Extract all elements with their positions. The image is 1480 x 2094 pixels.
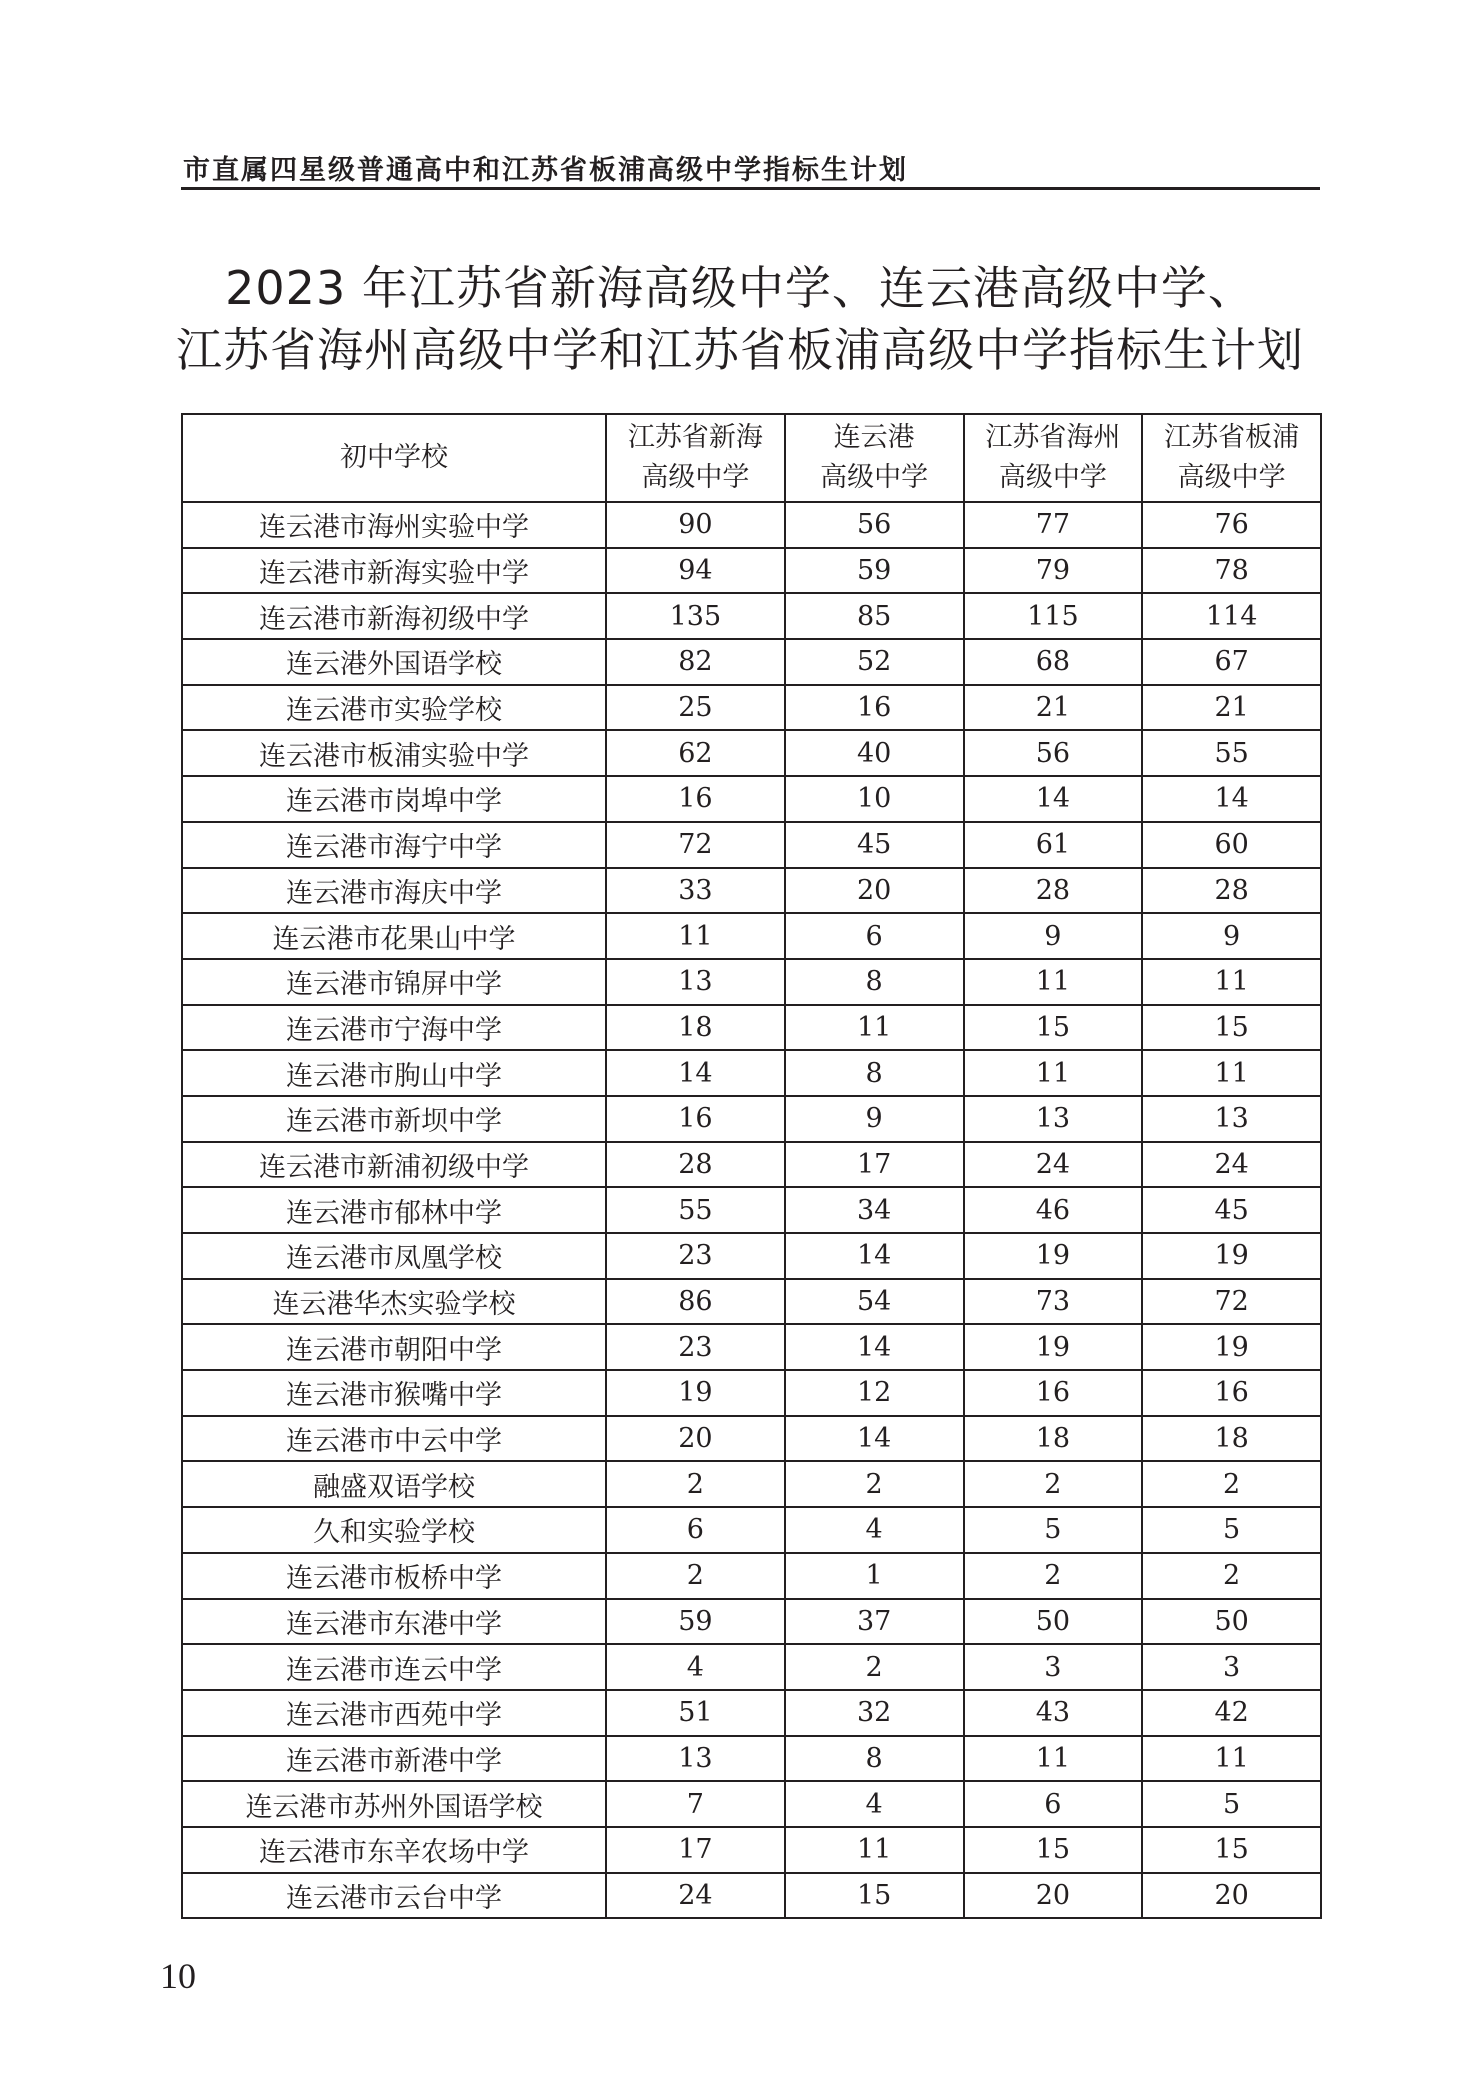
table-row <box>182 913 1321 959</box>
quota-cell: 21 <box>1142 685 1321 731</box>
column-header-line2: 高级中学 <box>998 462 1107 493</box>
quota-cell: 51 <box>606 1690 785 1736</box>
quota-cell: 1 <box>785 1553 964 1599</box>
quota-cell: 2 <box>964 1461 1143 1507</box>
school-name-cell: 连云港市连云中学 <box>182 1644 606 1690</box>
school-name-cell: 连云港市朝阳中学 <box>182 1324 606 1370</box>
quota-cell: 86 <box>606 1279 785 1325</box>
quota-cell: 19 <box>1142 1324 1321 1370</box>
quota-cell: 85 <box>785 593 964 639</box>
quota-cell: 19 <box>964 1233 1143 1279</box>
quota-cell: 11 <box>1142 959 1321 1005</box>
table-row <box>182 1553 1321 1599</box>
quota-cell: 13 <box>964 1096 1143 1142</box>
quota-cell: 2 <box>1142 1461 1321 1507</box>
table-row <box>182 502 1321 548</box>
quota-cell: 28 <box>1142 868 1321 914</box>
column-header <box>606 414 785 502</box>
quota-cell: 13 <box>1142 1096 1321 1142</box>
quota-cell: 72 <box>1142 1279 1321 1325</box>
quota-cell: 115 <box>964 593 1143 639</box>
column-header-line1: 江苏省海州 <box>985 422 1121 453</box>
quota-cell: 13 <box>606 1736 785 1782</box>
page-number: 10 <box>160 1956 196 1996</box>
school-name-cell: 连云港市西苑中学 <box>182 1690 606 1736</box>
quota-cell: 16 <box>964 1370 1143 1416</box>
quota-cell: 55 <box>606 1187 785 1233</box>
quota-cell: 19 <box>964 1324 1143 1370</box>
school-name-cell: 连云港市新浦初级中学 <box>182 1142 606 1188</box>
school-name-cell: 连云港市海宁中学 <box>182 822 606 868</box>
quota-cell: 24 <box>964 1142 1143 1188</box>
quota-cell: 62 <box>606 730 785 776</box>
quota-cell: 72 <box>606 822 785 868</box>
quota-cell: 54 <box>785 1279 964 1325</box>
quota-cell: 2 <box>785 1644 964 1690</box>
quota-cell: 16 <box>606 776 785 822</box>
table-row <box>182 776 1321 822</box>
quota-cell: 9 <box>785 1096 964 1142</box>
school-name-cell: 连云港外国语学校 <box>182 639 606 685</box>
quota-cell: 5 <box>1142 1781 1321 1827</box>
school-name-cell: 连云港市东港中学 <box>182 1599 606 1645</box>
school-name-cell: 久和实验学校 <box>182 1507 606 1553</box>
column-header-line1: 连云港 <box>833 422 915 453</box>
quota-cell: 11 <box>785 1005 964 1051</box>
quota-cell: 5 <box>1142 1507 1321 1553</box>
quota-cell: 11 <box>964 1736 1143 1782</box>
table-row <box>182 1005 1321 1051</box>
quota-cell: 12 <box>785 1370 964 1416</box>
table-row <box>182 639 1321 685</box>
quota-cell: 17 <box>785 1142 964 1188</box>
school-name-cell: 连云港市新坝中学 <box>182 1096 606 1142</box>
school-name-cell: 连云港市花果山中学 <box>182 913 606 959</box>
table-row <box>182 1736 1321 1782</box>
quota-cell: 45 <box>785 822 964 868</box>
table-row <box>182 1644 1321 1690</box>
quota-cell: 56 <box>964 730 1143 776</box>
page-title-line2: 江苏省海州高级中学和江苏省板浦高级中学指标生计划 <box>176 323 1304 377</box>
running-head: 市直属四星级普通高中和江苏省板浦高级中学指标生计划 <box>183 155 908 186</box>
quota-cell: 78 <box>1142 548 1321 594</box>
quota-cell: 8 <box>785 1736 964 1782</box>
column-header <box>182 414 606 502</box>
quota-cell: 45 <box>1142 1187 1321 1233</box>
school-name-cell: 连云港市板浦实验中学 <box>182 730 606 776</box>
school-name-cell: 连云港市新港中学 <box>182 1736 606 1782</box>
table-row <box>182 1279 1321 1325</box>
quota-cell: 2 <box>785 1461 964 1507</box>
column-header <box>785 414 964 502</box>
quota-cell: 6 <box>964 1781 1143 1827</box>
column-header <box>1142 414 1321 502</box>
quota-cell: 114 <box>1142 593 1321 639</box>
table-row <box>182 1187 1321 1233</box>
table-row <box>182 1690 1321 1736</box>
quota-cell: 77 <box>964 502 1143 548</box>
school-name-cell: 连云港华杰实验学校 <box>182 1279 606 1325</box>
table-row <box>182 1233 1321 1279</box>
table-row <box>182 959 1321 1005</box>
table-row <box>182 1370 1321 1416</box>
quota-cell: 28 <box>606 1142 785 1188</box>
quota-cell: 20 <box>606 1416 785 1462</box>
quota-cell: 5 <box>964 1507 1143 1553</box>
quota-cell: 2 <box>1142 1553 1321 1599</box>
quota-cell: 20 <box>964 1873 1143 1919</box>
quota-cell: 16 <box>606 1096 785 1142</box>
quota-cell: 4 <box>785 1781 964 1827</box>
quota-cell: 52 <box>785 639 964 685</box>
table-row <box>182 868 1321 914</box>
column-header <box>964 414 1143 502</box>
quota-cell: 46 <box>964 1187 1143 1233</box>
quota-cell: 43 <box>964 1690 1143 1736</box>
table-row <box>182 593 1321 639</box>
quota-cell: 94 <box>606 548 785 594</box>
quota-cell: 90 <box>606 502 785 548</box>
quota-cell: 135 <box>606 593 785 639</box>
table-row <box>182 1324 1321 1370</box>
quota-cell: 50 <box>964 1599 1143 1645</box>
table-row <box>182 1781 1321 1827</box>
table-row <box>182 1507 1321 1553</box>
quota-cell: 14 <box>785 1416 964 1462</box>
quota-cell: 28 <box>964 868 1143 914</box>
quota-cell: 18 <box>1142 1416 1321 1462</box>
table-row <box>182 1873 1321 1919</box>
school-name-cell: 连云港市郁林中学 <box>182 1187 606 1233</box>
quota-cell: 33 <box>606 868 785 914</box>
quota-cell: 19 <box>606 1370 785 1416</box>
quota-cell: 20 <box>785 868 964 914</box>
quota-cell: 60 <box>1142 822 1321 868</box>
quota-cell: 18 <box>964 1416 1143 1462</box>
table-row <box>182 548 1321 594</box>
column-header-line1: 江苏省新海 <box>627 422 763 453</box>
school-name-cell: 连云港市新海初级中学 <box>182 593 606 639</box>
school-name-cell: 连云港市朐山中学 <box>182 1050 606 1096</box>
table-row <box>182 1827 1321 1873</box>
table-body <box>182 502 1321 1918</box>
quota-cell: 37 <box>785 1599 964 1645</box>
quota-cell: 40 <box>785 730 964 776</box>
quota-cell: 73 <box>964 1279 1143 1325</box>
quota-table <box>181 413 1322 1919</box>
quota-cell: 10 <box>785 776 964 822</box>
table-row <box>182 1599 1321 1645</box>
quota-cell: 15 <box>964 1827 1143 1873</box>
header-rule <box>181 187 1320 190</box>
quota-cell: 7 <box>606 1781 785 1827</box>
school-name-cell: 连云港市新海实验中学 <box>182 548 606 594</box>
quota-cell: 24 <box>606 1873 785 1919</box>
quota-cell: 14 <box>785 1324 964 1370</box>
quota-cell: 4 <box>785 1507 964 1553</box>
quota-cell: 2 <box>606 1553 785 1599</box>
quota-cell: 11 <box>606 913 785 959</box>
table-row <box>182 1142 1321 1188</box>
school-name-cell: 连云港市海庆中学 <box>182 868 606 914</box>
quota-cell: 32 <box>785 1690 964 1736</box>
quota-cell: 42 <box>1142 1690 1321 1736</box>
quota-cell: 14 <box>785 1233 964 1279</box>
quota-cell: 6 <box>606 1507 785 1553</box>
quota-cell: 79 <box>964 548 1143 594</box>
quota-cell: 15 <box>964 1005 1143 1051</box>
quota-cell: 8 <box>785 959 964 1005</box>
quota-cell: 11 <box>1142 1736 1321 1782</box>
school-name-cell: 连云港市海州实验中学 <box>182 502 606 548</box>
quota-cell: 2 <box>964 1553 1143 1599</box>
quota-cell: 59 <box>785 548 964 594</box>
quota-cell: 68 <box>964 639 1143 685</box>
table-row <box>182 685 1321 731</box>
school-name-cell: 融盛双语学校 <box>182 1461 606 1507</box>
quota-cell: 82 <box>606 639 785 685</box>
page-title-line1: 2023 年江苏省新海高级中学、连云港高级中学、 <box>225 261 1255 315</box>
quota-cell: 9 <box>1142 913 1321 959</box>
quota-cell: 3 <box>964 1644 1143 1690</box>
quota-cell: 14 <box>964 776 1143 822</box>
quota-cell: 18 <box>606 1005 785 1051</box>
quota-cell: 11 <box>964 1050 1143 1096</box>
table-row <box>182 1461 1321 1507</box>
quota-cell: 14 <box>606 1050 785 1096</box>
quota-cell: 67 <box>1142 639 1321 685</box>
quota-cell: 50 <box>1142 1599 1321 1645</box>
table-row <box>182 1416 1321 1462</box>
column-header-line2: 高级中学 <box>820 462 929 493</box>
school-name-cell: 连云港市宁海中学 <box>182 1005 606 1051</box>
table-row <box>182 822 1321 868</box>
quota-cell: 23 <box>606 1233 785 1279</box>
quota-cell: 19 <box>1142 1233 1321 1279</box>
quota-cell: 61 <box>964 822 1143 868</box>
quota-cell: 15 <box>785 1873 964 1919</box>
school-name-cell: 连云港市凤凰学校 <box>182 1233 606 1279</box>
quota-cell: 23 <box>606 1324 785 1370</box>
column-header-line1: 初中学校 <box>340 442 448 473</box>
quota-cell: 59 <box>606 1599 785 1645</box>
quota-cell: 11 <box>1142 1050 1321 1096</box>
quota-cell: 9 <box>964 913 1143 959</box>
column-header-line2: 高级中学 <box>1177 462 1286 493</box>
column-header-line2: 高级中学 <box>641 462 750 493</box>
quota-cell: 6 <box>785 913 964 959</box>
quota-cell: 21 <box>964 685 1143 731</box>
school-name-cell: 连云港市东辛农场中学 <box>182 1827 606 1873</box>
quota-cell: 17 <box>606 1827 785 1873</box>
school-name-cell: 连云港市实验学校 <box>182 685 606 731</box>
quota-cell: 11 <box>785 1827 964 1873</box>
school-name-cell: 连云港市苏州外国语学校 <box>182 1781 606 1827</box>
quota-cell: 14 <box>1142 776 1321 822</box>
table-row <box>182 1096 1321 1142</box>
school-name-cell: 连云港市中云中学 <box>182 1416 606 1462</box>
quota-cell: 34 <box>785 1187 964 1233</box>
quota-cell: 3 <box>1142 1644 1321 1690</box>
quota-cell: 8 <box>785 1050 964 1096</box>
table-row <box>182 730 1321 776</box>
table-row <box>182 1050 1321 1096</box>
quota-cell: 16 <box>1142 1370 1321 1416</box>
quota-cell: 16 <box>785 685 964 731</box>
quota-cell: 11 <box>964 959 1143 1005</box>
table-header-row <box>182 414 1321 502</box>
quota-cell: 2 <box>606 1461 785 1507</box>
school-name-cell: 连云港市猴嘴中学 <box>182 1370 606 1416</box>
quota-cell: 15 <box>1142 1827 1321 1873</box>
quota-cell: 55 <box>1142 730 1321 776</box>
quota-cell: 25 <box>606 685 785 731</box>
quota-cell: 76 <box>1142 502 1321 548</box>
quota-cell: 13 <box>606 959 785 1005</box>
quota-cell: 24 <box>1142 1142 1321 1188</box>
quota-cell: 4 <box>606 1644 785 1690</box>
school-name-cell: 连云港市锦屏中学 <box>182 959 606 1005</box>
school-name-cell: 连云港市板桥中学 <box>182 1553 606 1599</box>
school-name-cell: 连云港市岗埠中学 <box>182 776 606 822</box>
school-name-cell: 连云港市云台中学 <box>182 1873 606 1919</box>
column-header-line1: 江苏省板浦 <box>1164 422 1300 453</box>
quota-cell: 20 <box>1142 1873 1321 1919</box>
quota-cell: 56 <box>785 502 964 548</box>
quota-cell: 15 <box>1142 1005 1321 1051</box>
